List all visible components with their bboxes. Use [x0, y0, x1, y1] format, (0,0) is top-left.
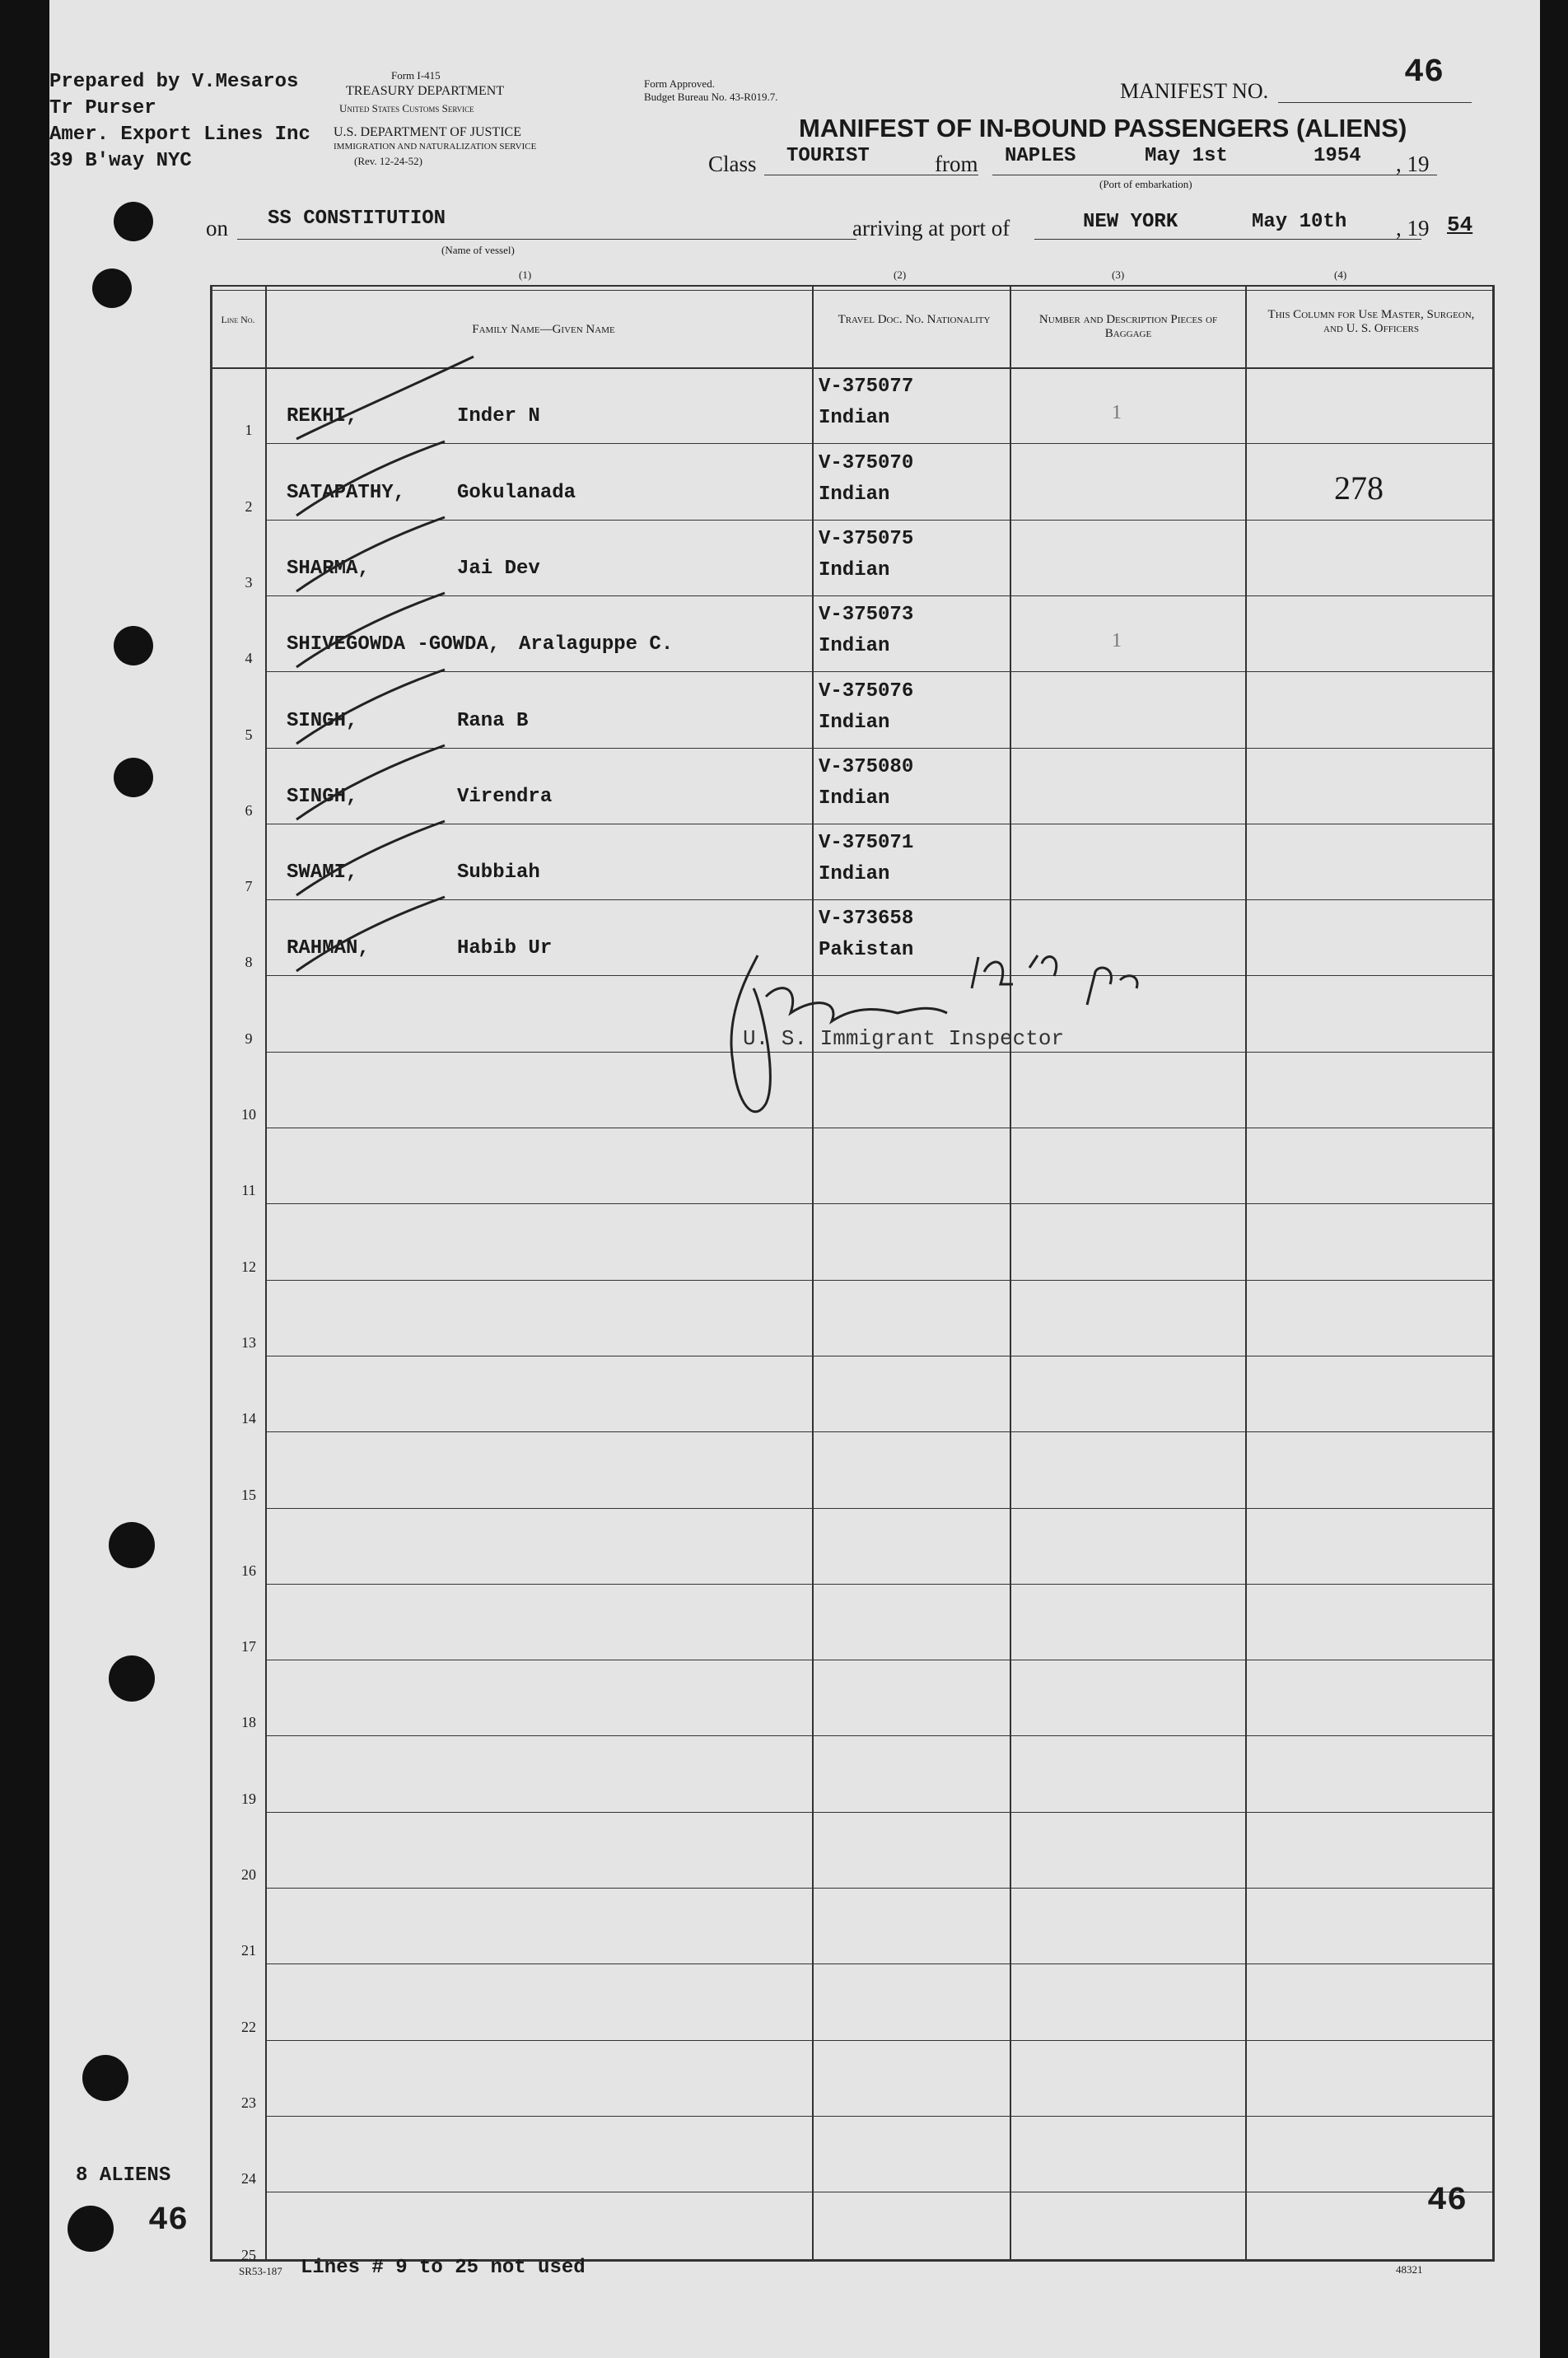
- row-line-number: 10: [241, 1106, 256, 1123]
- row-divider: [265, 2116, 1492, 2117]
- row-line-number: 16: [241, 1562, 256, 1579]
- travel-doc-number: V-375076: [819, 679, 914, 703]
- family-name: RAHMAN,: [287, 937, 370, 960]
- ins-service: IMMIGRATION AND NATURALIZATION SERVICE: [334, 142, 537, 152]
- baggage-count: 1: [1112, 402, 1122, 424]
- row-line-number: 1: [245, 422, 253, 439]
- row-divider: [265, 2040, 1492, 2041]
- family-name: REKHI,: [287, 405, 358, 428]
- purser: Tr Purser: [49, 97, 156, 119]
- row-line-number: 12: [241, 1258, 256, 1275]
- given-name: Rana B: [457, 709, 529, 732]
- travel-doc-number: V-375080: [819, 755, 914, 778]
- manifest-number: 46: [1404, 54, 1444, 91]
- binding-hole: [114, 758, 153, 797]
- given-name: Jai Dev: [457, 557, 540, 580]
- given-name: Habib Ur: [457, 937, 553, 960]
- vessel-caption: (Name of vessel): [441, 244, 515, 256]
- inspector-stamp: U. S. Immigrant Inspector: [743, 1026, 1065, 1051]
- baggage-count: 1: [1112, 630, 1122, 652]
- print-code: 48321: [1396, 2263, 1423, 2276]
- row-divider: [265, 1888, 1492, 1889]
- travel-doc-number: V-375075: [819, 527, 914, 550]
- from-label: from: [935, 152, 978, 176]
- row-line-number: 4: [245, 650, 253, 667]
- nationality: Indian: [819, 711, 890, 734]
- from-value: NAPLES: [1005, 145, 1076, 167]
- row-line-number: 21: [241, 1942, 256, 1959]
- nationality: Indian: [819, 407, 890, 430]
- header-travel-doc: Travel Doc. No. Nationality: [838, 313, 991, 326]
- row-line-number: 22: [241, 2018, 256, 2035]
- row-line-number: 23: [241, 2094, 256, 2111]
- address: 39 B'way NYC: [49, 150, 192, 172]
- row-line-number: 3: [245, 573, 253, 591]
- officer-note: 278: [1334, 469, 1384, 507]
- travel-doc-number: V-373658: [819, 908, 914, 931]
- agent: Amer. Export Lines Inc: [49, 124, 310, 146]
- row-line-number: 15: [241, 1486, 256, 1503]
- row-divider: [265, 1508, 1492, 1509]
- nationality: Indian: [819, 483, 890, 506]
- family-name: SINGH,: [287, 709, 358, 732]
- row-line-number: 7: [245, 878, 253, 895]
- given-name: Aralaguppe C.: [519, 633, 674, 656]
- header-name: Family Name—Given Name: [472, 323, 615, 336]
- col-2-number: (2): [894, 268, 907, 281]
- vessel-name: SS CONSTITUTION: [268, 208, 446, 230]
- row-line-number: 19: [241, 1790, 256, 1807]
- binding-hole: [109, 1522, 155, 1568]
- manifest-page: [49, 0, 1540, 2358]
- arriving-label: arriving at port of: [852, 216, 1010, 240]
- family-name: SINGH,: [287, 785, 358, 808]
- arrival-line: [1034, 239, 1421, 240]
- nationality: Pakistan: [819, 939, 914, 962]
- row-divider: [265, 1963, 1492, 1964]
- row-line-number: 11: [241, 1182, 256, 1199]
- port-caption: (Port of embarkation): [1099, 178, 1192, 190]
- header-baggage: Number and Description Pieces of Baggage: [1038, 313, 1218, 340]
- manifest-label: MANIFEST NO.: [1120, 79, 1269, 103]
- binding-hole: [109, 1655, 155, 1702]
- row-line-number: 17: [241, 1638, 256, 1655]
- binding-hole: [82, 2055, 128, 2101]
- row-line-number: 18: [241, 1714, 256, 1731]
- row-line-number: 5: [245, 726, 253, 743]
- form-code: SR53-187: [239, 2265, 282, 2277]
- given-name: Virendra: [457, 785, 553, 808]
- family-name: SATAPATHY,: [287, 481, 406, 504]
- given-name: Inder N: [457, 405, 540, 428]
- row-line-number: 13: [241, 1333, 256, 1351]
- nationality: Indian: [819, 787, 890, 810]
- binding-hole: [114, 626, 153, 665]
- travel-doc-number: V-375073: [819, 604, 914, 627]
- manifest-title: MANIFEST OF IN-BOUND PASSENGERS (ALIENS): [799, 114, 1407, 142]
- family-name: SHARMA,: [287, 557, 370, 580]
- header-officers: This Column for Use Master, Surgeon, and U. S. Officers: [1267, 308, 1475, 335]
- row-line-number: 6: [245, 801, 253, 819]
- row-divider: [265, 1280, 1492, 1281]
- aliens-count: 8 ALIENS: [76, 2164, 171, 2187]
- customs-service: United States Customs Service: [339, 102, 474, 114]
- class-value: TOURIST: [786, 145, 870, 167]
- row-divider: [265, 1431, 1492, 1432]
- col-3-number: (3): [1112, 268, 1125, 281]
- nationality: Indian: [819, 863, 890, 886]
- travel-doc-number: V-375071: [819, 832, 914, 855]
- class-label: Class: [708, 152, 757, 176]
- binding-hole: [114, 202, 153, 241]
- row-line-number: 20: [241, 1866, 256, 1883]
- lines-not-used-note: Lines # 9 to 25 not used: [301, 2257, 586, 2279]
- manifest-no-line: [1278, 102, 1472, 103]
- form-approved: Form Approved.: [644, 77, 715, 90]
- travel-doc-number: V-375070: [819, 451, 914, 474]
- justice-dept: U.S. DEPARTMENT OF JUSTICE: [334, 125, 521, 139]
- check-mark: [288, 885, 486, 975]
- budget-bureau: Budget Bureau No. 43-R019.7.: [644, 91, 778, 103]
- family-name: SHIVEGOWDA -GOWDA,: [287, 633, 501, 656]
- row-line-number: 24: [241, 2170, 256, 2188]
- arrival-port: NEW YORK: [1083, 211, 1178, 233]
- year-prefix: , 19: [1396, 152, 1430, 176]
- travel-doc-number: V-375077: [819, 376, 914, 399]
- on-label: on: [206, 216, 228, 240]
- vessel-line: [237, 239, 856, 240]
- col-1-number: (1): [519, 268, 532, 281]
- row-line-number: 8: [245, 954, 253, 971]
- right-manifest-number: 46: [1427, 2183, 1468, 2220]
- prepared-by: Prepared by V.Mesaros: [49, 71, 299, 93]
- treasury-dept: TREASURY DEPARTMENT: [346, 84, 505, 98]
- form-number: Form I-415: [391, 69, 441, 82]
- header-line-no: Line No.: [221, 314, 255, 325]
- row-divider: [265, 1735, 1492, 1736]
- row-line-number: 14: [241, 1410, 256, 1427]
- revision: (Rev. 12-24-52): [354, 155, 422, 167]
- arrival-date: May 10th: [1252, 211, 1347, 233]
- binding-hole: [68, 2206, 114, 2252]
- binding-hole: [92, 268, 132, 308]
- col-4-number: (4): [1334, 268, 1347, 281]
- row-divider: [265, 1203, 1492, 1204]
- left-manifest-number: 46: [148, 2202, 189, 2239]
- embark-year: 1954: [1314, 145, 1361, 167]
- arrival-year-prefix: , 19: [1396, 216, 1430, 240]
- nationality: Indian: [819, 635, 890, 658]
- row-divider: [265, 1812, 1492, 1813]
- given-name: Gokulanada: [457, 481, 576, 504]
- row-line-number: 25: [241, 2246, 256, 2263]
- row-line-number: 9: [245, 1030, 253, 1047]
- arrival-year: 54: [1447, 212, 1473, 237]
- nationality: Indian: [819, 558, 890, 581]
- row-line-number: 2: [245, 497, 253, 515]
- row-divider: [265, 1584, 1492, 1585]
- embark-date: May 1st: [1145, 145, 1228, 167]
- family-name: SWAMI,: [287, 861, 358, 885]
- given-name: Subbiah: [457, 861, 540, 885]
